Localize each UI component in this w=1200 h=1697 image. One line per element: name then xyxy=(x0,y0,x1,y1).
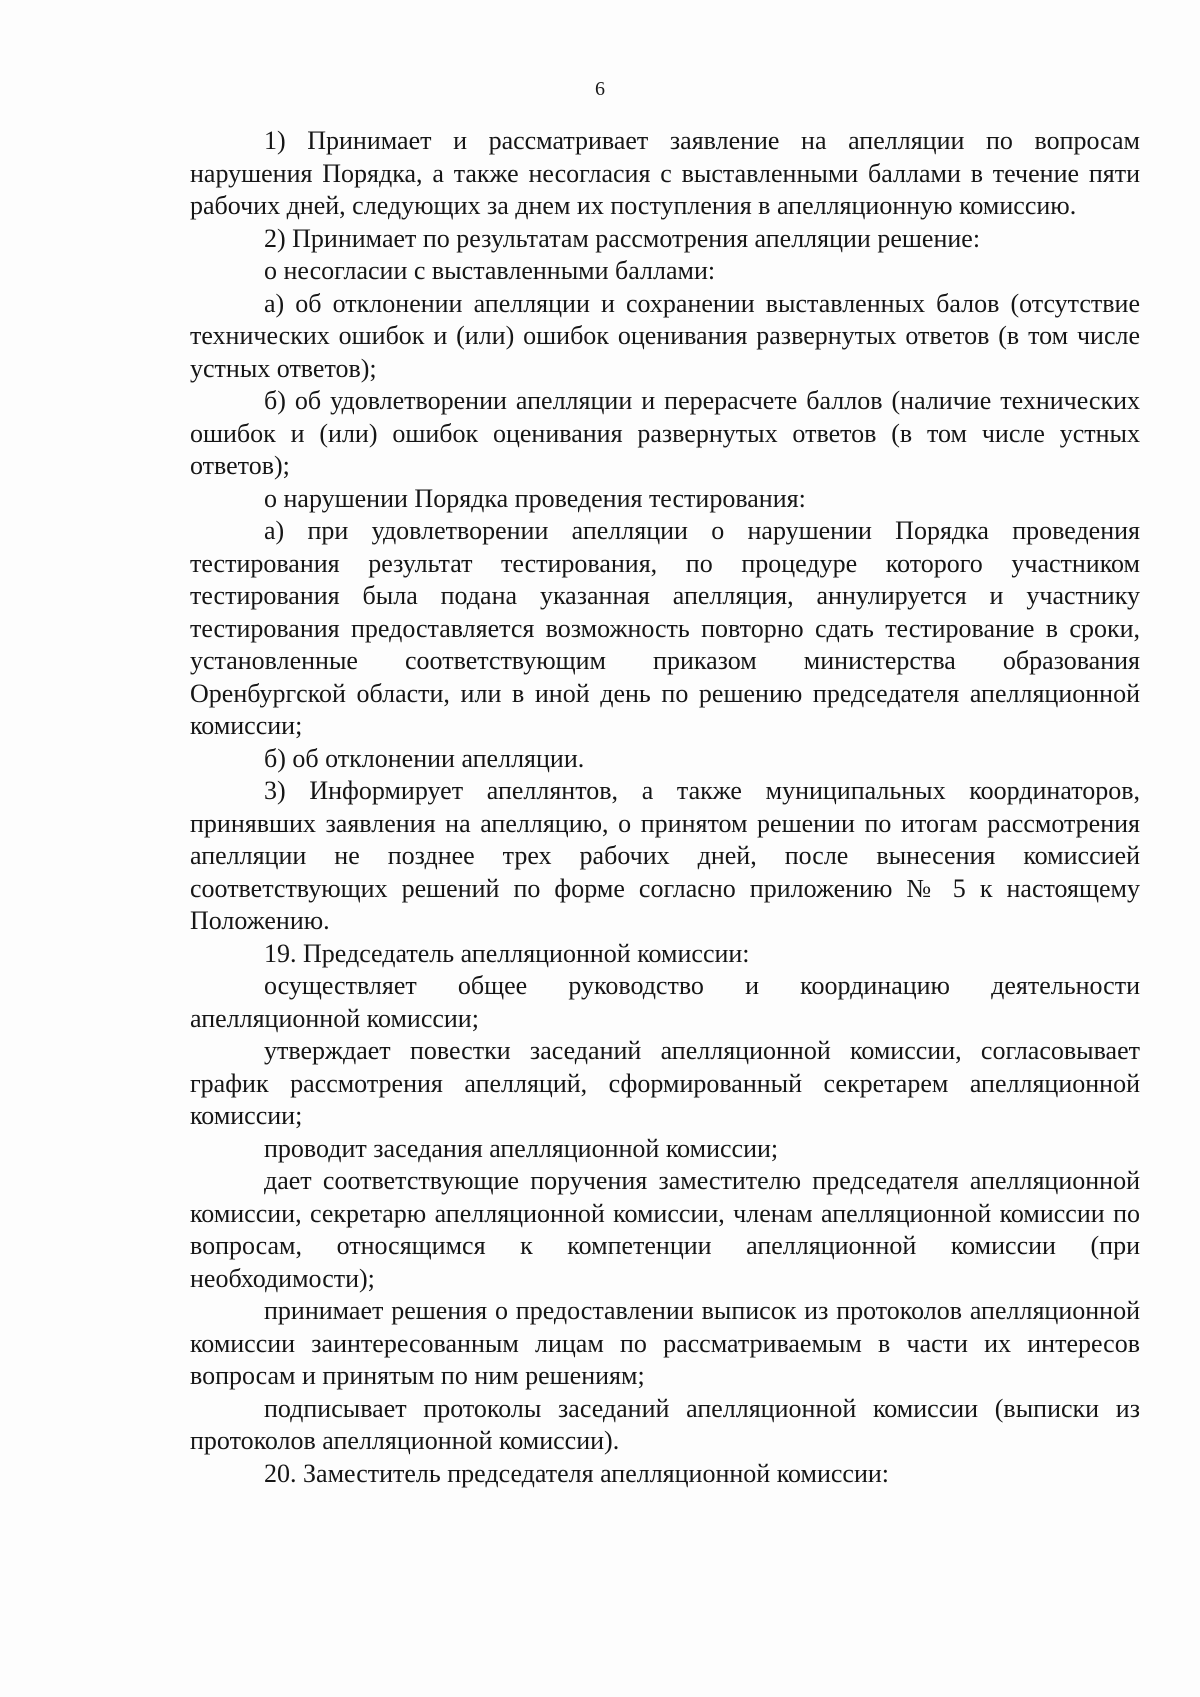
paragraph-15: принимает решения о предоставлении выписок из протоколов апелляционной комиссии заинтересованным лицам по рассматриваемым в части их интересов вопросам и принятым по ним решениям; xyxy=(190,1296,1140,1390)
paragraph-10: 19. Председатель апелляционной комиссии: xyxy=(264,938,750,968)
paragraph-12: утверждает повестки заседаний апелляционной комиссии, согласовывает график рассмотрения апелляций, сформированный секретарем апелляционной комиссии; xyxy=(190,1036,1140,1130)
paragraph-9: 3) Информирует апеллянтов, а также муниципальных координаторов, принявших заявления на апелляцию, о принятом решении по итогам рассмотрения апелляции не позднее трех рабочих дней, после вынесения комиссией соответствующих решений по форме согласно приложению № 5 к настоящему Положению. xyxy=(190,776,1140,935)
paragraph-3: о несогласии с выставленными баллами: xyxy=(264,256,716,285)
page-number: 6 xyxy=(595,78,605,100)
paragraph-14: дает соответствующие поручения заместителю председателя апелляционной комиссии, секретарю апелляционной комиссии, членам апелляционной комиссии по вопросам, относящимся к компетенции апелляционной комиссии (при необходимости); xyxy=(190,1166,1140,1293)
paragraph-16: подписывает протоколы заседаний апелляционной комиссии (выписки из протоколов апелляционной комиссии). xyxy=(190,1393,1140,1455)
paragraph-5: б) об удовлетворении апелляции и перерасчете баллов (наличие технических ошибок и (или) ошибок оценивания развернутых ответов (в том числе устных ответов); xyxy=(190,386,1140,480)
paragraph-1: 1) Принимает и рассматривает заявление на апелляции по вопросам нарушения Порядка, а также несогласия с выставленными баллами в течение пяти рабочих дней, следующих за днем их поступления в апелляционную комиссию. xyxy=(190,126,1140,220)
paragraph-13: проводит заседания апелляционной комиссии; xyxy=(264,1133,779,1163)
paragraph-8: б) об отклонении апелляции. xyxy=(264,743,585,773)
paragraph-6: о нарушении Порядка проведения тестирования: xyxy=(264,483,806,513)
paragraph-17: 20. Заместитель председателя апелляционной комиссии: xyxy=(264,1458,890,1488)
document-body xyxy=(190,125,1140,1490)
paragraph-2: 2) Принимает по результатам рассмотрения апелляции решение: xyxy=(264,223,981,253)
paragraph-4: а) об отклонении апелляции и сохранении выставленных балов (отсутствие технических ошибок и (или) ошибок оценивания развернутых ответов (в том числе устных ответов); xyxy=(190,288,1140,383)
paragraph-11: осуществляет общее руководство и координацию деятельности апелляционной комиссии; xyxy=(190,971,1140,1033)
paragraph-7: а) при удовлетворении апелляции о нарушении Порядка проведения тестирования результат тестирования, по процедуре которого участником тестирования была подана указанная апелляция, аннулируется и участнику тестирования предоставляется возможность повторно сдать тестирование в сроки, установленные соответствующим приказом министерства образования Оренбургской области, или в иной день по решению председателя апелляционной комиссии; xyxy=(190,516,1140,740)
